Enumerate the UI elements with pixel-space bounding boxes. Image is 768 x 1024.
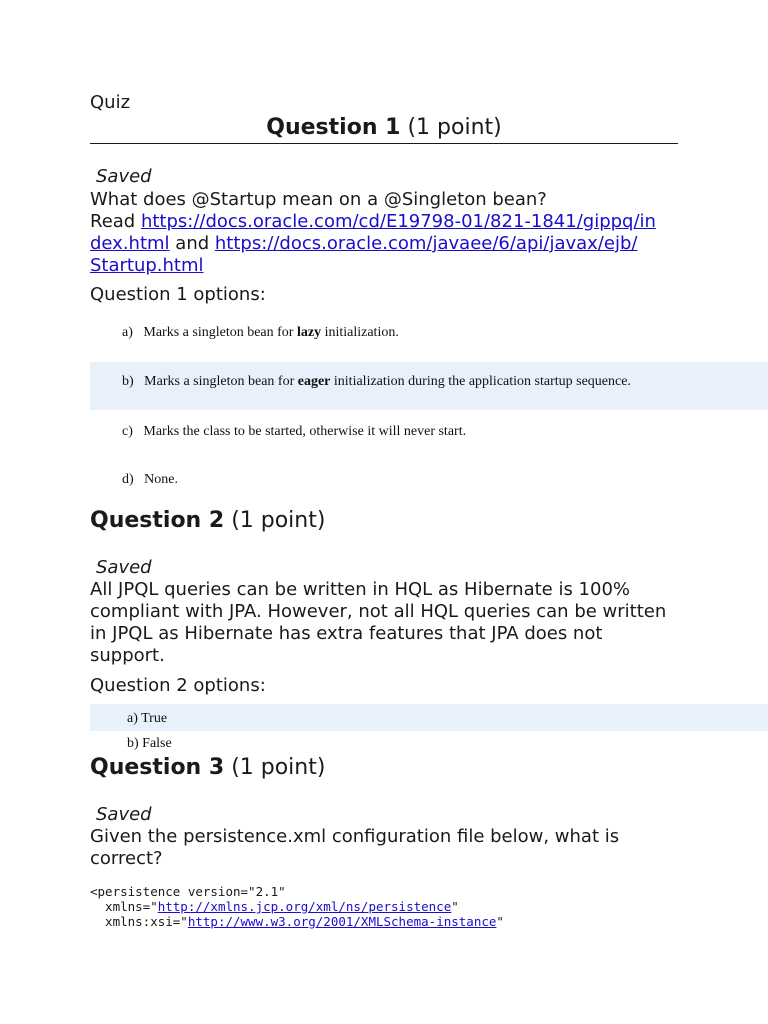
xmlns-xsi-link[interactable]: http://www.w3.org/2001/XMLSchema-instance — [187, 914, 497, 929]
option-text: b) False — [127, 736, 172, 751]
question-2-option-b[interactable] — [90, 731, 768, 755]
read-prefix: Read — [90, 211, 141, 232]
question-1-heading — [90, 115, 678, 140]
question-3-heading — [90, 755, 325, 780]
question-2-text: All JPQL queries can be written in HQL as Hibernate is 100% compliant with JPA. However, not all HQL queries can be written in JPQL as Hibernate has extra features that JPA does not support. — [90, 579, 667, 666]
oracle-docs-link-2-cont[interactable]: Startup.html — [90, 255, 204, 276]
option-bold-text: lazy — [296, 325, 322, 340]
question-1-saved-status: Saved — [96, 166, 152, 187]
question-2-title: Question 2 — [90, 508, 225, 533]
code-line-2 — [90, 899, 504, 914]
question-2-heading — [90, 508, 325, 533]
quiz-label: Quiz — [90, 92, 131, 113]
oracle-docs-link-1[interactable]: https://docs.oracle.com/cd/E19798-01/821-1841/gippq/in — [140, 211, 656, 232]
question-1-options-label: Question 1 options: — [90, 284, 266, 305]
option-text: Marks a singleton bean for — [143, 325, 297, 340]
option-bold-text: eager — [297, 374, 331, 389]
option-text-end: initialization. — [321, 325, 399, 340]
option-letter: d) — [122, 472, 134, 487]
xmlns-link[interactable]: http://xmlns.jcp.org/xml/ns/persistence — [157, 899, 452, 914]
code-text: " — [496, 914, 504, 929]
question-2-points: (1 point) — [231, 508, 326, 533]
question-3-title: Question 3 — [90, 755, 225, 780]
question-1-option-a[interactable] — [90, 318, 768, 348]
question-1-read-line-2 — [90, 233, 690, 255]
question-1-read-line — [90, 211, 690, 233]
option-letter: b) — [122, 374, 134, 389]
oracle-docs-link-1-cont[interactable]: dex.html — [90, 233, 170, 254]
code-line-1: <persistence version="2.1" — [90, 884, 286, 899]
option-letter: c) — [122, 424, 133, 439]
question-1-title: Question 1 — [266, 115, 401, 140]
option-text: None. — [144, 472, 178, 487]
question-3-points: (1 point) — [231, 755, 326, 780]
code-line-3 — [90, 914, 504, 929]
question-2-options-label: Question 2 options: — [90, 675, 266, 696]
question-1-option-d[interactable] — [90, 466, 768, 496]
option-letter: a) — [122, 325, 133, 340]
question-1-read-line-3 — [90, 255, 690, 277]
option-text: Marks the class to be started, otherwise it will never start. — [143, 424, 467, 439]
and-text: and — [169, 233, 215, 254]
question-1-points: (1 point) — [407, 115, 502, 140]
question-2-option-a[interactable] — [90, 704, 768, 731]
question-1-prompt: What does @Startup mean on a @Singleton bean? — [90, 189, 547, 210]
code-text: xmlns:xsi=" — [90, 914, 188, 929]
question-3-saved-status: Saved — [96, 804, 152, 825]
code-text: xmlns=" — [90, 899, 158, 914]
question-1-option-b[interactable] — [90, 362, 768, 410]
heading-divider — [90, 143, 678, 144]
code-text: " — [451, 899, 459, 914]
option-text: Marks a singleton bean for — [144, 374, 298, 389]
option-text: a) True — [127, 711, 168, 726]
option-text-end: initialization during the application startup sequence. — [330, 374, 631, 389]
question-2-saved-status: Saved — [96, 557, 152, 578]
question-1-option-c[interactable] — [90, 418, 768, 448]
question-1-text — [90, 189, 690, 277]
question-3-text: Given the persistence.xml configuration file below, what is correct? — [90, 826, 620, 869]
persistence-xml-code — [90, 884, 504, 929]
oracle-docs-link-2[interactable]: https://docs.oracle.com/javaee/6/api/javax/ejb/ — [214, 233, 638, 254]
